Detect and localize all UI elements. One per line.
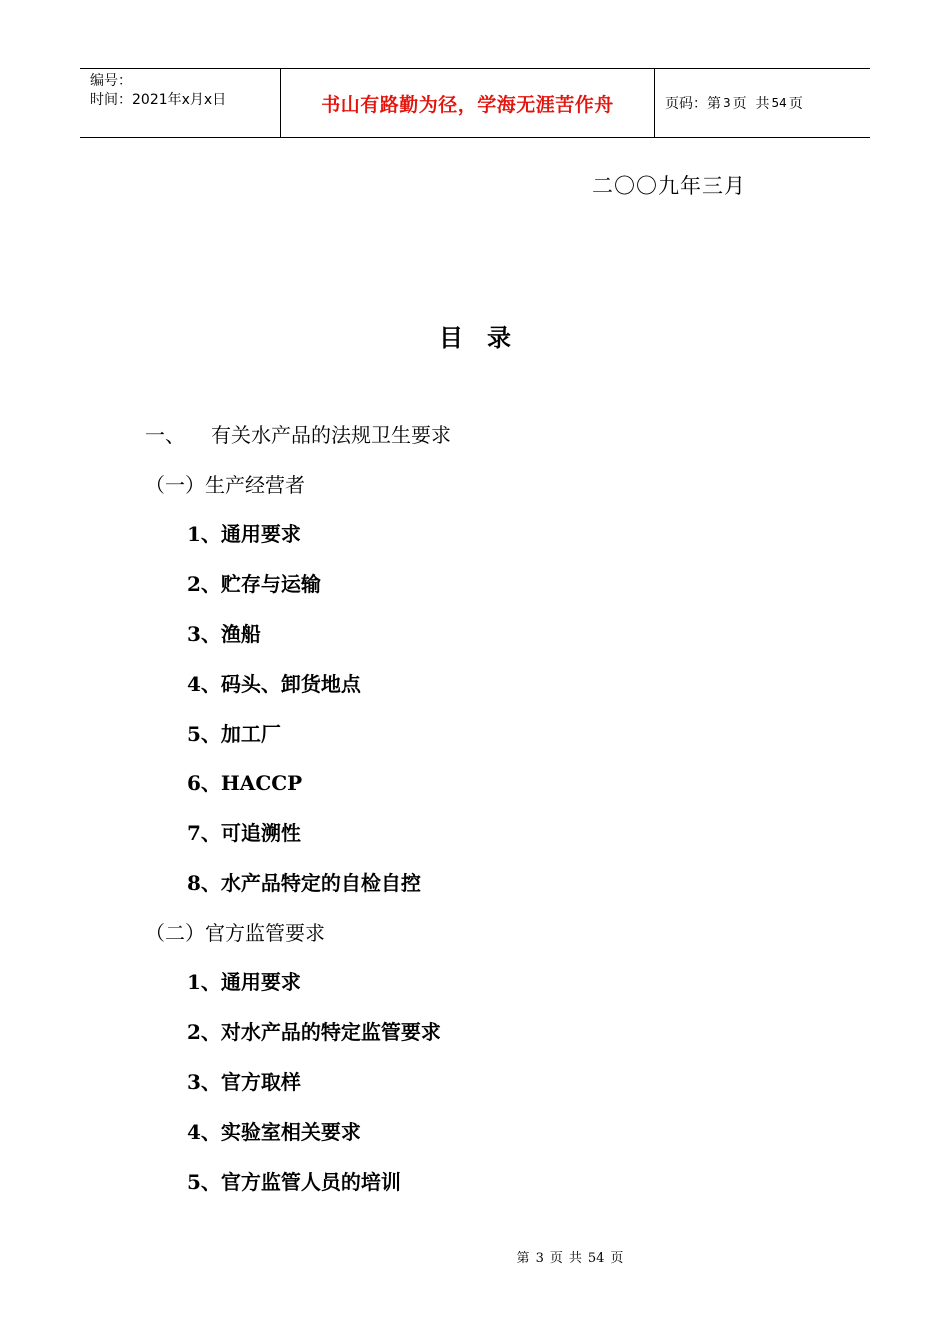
toc-item: 7、可追溯性 — [187, 821, 301, 845]
doc-number-label: 编号： — [90, 73, 132, 89]
header-meta — [80, 69, 281, 137]
toc-item: 2、对水产品的特定监管要求 — [187, 1020, 441, 1044]
toc-title — [0, 318, 950, 353]
toc-section-1 — [145, 419, 451, 448]
toc-item: 4、码头、卸货地点 — [187, 672, 361, 696]
toc-item: 3、渔船 — [187, 622, 261, 646]
toc-item: 3、官方取样 — [187, 1070, 301, 1094]
toc-title-char-2: 录 — [487, 323, 511, 352]
toc-item: 4、实验室相关要求 — [187, 1120, 361, 1144]
document-date: 二〇〇九年三月 — [592, 174, 746, 198]
footer-page-number: 3 — [535, 1251, 544, 1266]
page-prefix: 页码：第 — [665, 96, 721, 112]
page-number: 3 — [723, 96, 731, 110]
footer-suffix: 页 — [610, 1251, 624, 1266]
footer-total-word: 共 — [568, 1251, 582, 1266]
toc-item: 1、通用要求 — [187, 970, 301, 994]
toc-section-text: 有关水产品的法规卫生要求 — [211, 423, 451, 447]
page-total: 54 — [771, 96, 787, 110]
toc-item: 8、水产品特定的自检自控 — [187, 871, 421, 895]
toc-item: 6、HACCP — [187, 771, 303, 795]
header-motto: 书山有路勤为径，学海无涯苦作舟 — [321, 93, 614, 116]
header-page-info — [655, 69, 870, 137]
footer-page-word: 页 — [549, 1251, 563, 1266]
toc-subsection-1: （一）生产经营者 — [145, 473, 305, 497]
toc-section-marker: 一、 — [145, 423, 185, 447]
footer-total-number: 54 — [587, 1251, 605, 1266]
toc-item: 2、贮存与运输 — [187, 572, 321, 596]
footer-prefix: 第 — [516, 1251, 530, 1266]
page-header — [80, 68, 870, 138]
page-suffix: 页 — [788, 96, 803, 112]
page-footer — [0, 1247, 950, 1266]
toc-title-char-1: 目 — [439, 323, 463, 352]
toc-subsection-2: （二）官方监管要求 — [145, 921, 325, 945]
doc-time-label: 时间：2021年x月x日 — [90, 92, 227, 108]
header-motto-cell — [281, 69, 655, 137]
page-mid: 页 共 — [732, 96, 770, 112]
toc-item: 5、加工厂 — [187, 722, 281, 746]
toc-item: 5、官方监管人员的培训 — [187, 1170, 401, 1194]
toc-item: 1、通用要求 — [187, 522, 301, 546]
